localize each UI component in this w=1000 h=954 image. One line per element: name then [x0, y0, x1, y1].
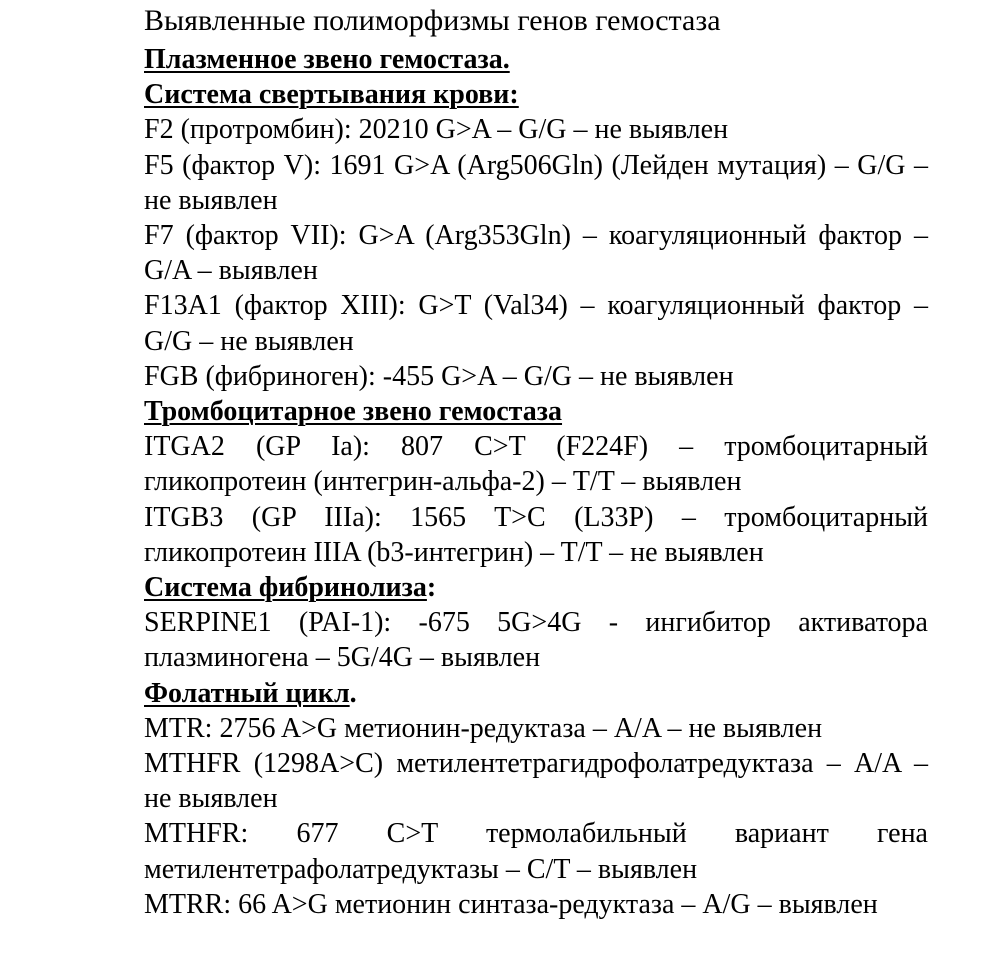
- gene-entry-mthfr-1298: MTHFR (1298A>C) метилентетрагидрофолатредуктаза – A/A – не выявлен: [144, 748, 928, 815]
- document-title: Выявленные полиморфизмы генов гемостаза: [144, 4, 721, 37]
- document-page: [144, 0, 928, 922]
- section-heading-folate-text: Фолатный цикл: [144, 677, 350, 709]
- section-heading-fibrinolysis-text: Система фибринолиза: [144, 572, 427, 604]
- gene-entry-itgb3: ITGB3 (GP IIIa): 1565 T>C (L33P) – тромбоцитарный гликопротеин IIIA (b3-интегрин) – T/T – не выявлен: [144, 501, 928, 568]
- section-heading-plasma-text: Плазменное звено гемостаза.: [144, 44, 510, 75]
- gene-entry-f7: F7 (фактор VII): G>A (Arg353Gln) – коагуляционный фактор – G/A – выявлен: [144, 220, 928, 287]
- gene-entry-f2: F2 (протромбин): 20210 G>A – G/G – не выявлен: [144, 114, 729, 146]
- section-heading-coagulation-text: Система свертывания крови:: [144, 79, 519, 111]
- section-heading-folate-suffix: .: [349, 677, 357, 709]
- section-heading-platelet: [144, 394, 928, 429]
- gene-entry-serpine1: SERPINE1 (PAI-1): -675 5G>4G - ингибитор активатора плазминогена – 5G/4G – выявлен: [144, 607, 928, 674]
- gene-entry-f13a1: F13A1 (фактор XIII): G>T (Val34) – коагуляционный фактор – G/G – не выявлен: [144, 290, 928, 357]
- section-heading-fibrinolysis: [144, 570, 928, 605]
- gene-entry-f5: F5 (фактор V): 1691 G>A (Arg506Gln) (Лейден мутация) – G/G – не выявлен: [144, 149, 928, 216]
- gene-entry-fgb: FGB (фибриноген): -455 G>A – G/G – не выявлен: [144, 360, 734, 392]
- section-heading-plasma: [144, 42, 928, 77]
- gene-entry-mtrr: MTRR: 66 A>G метионин синтаза-редуктаза – A/G – выявлен: [144, 888, 878, 920]
- gene-entry-itga2: ITGA2 (GP Ia): 807 C>T (F224F) – тромбоцитарный гликопротеин (интегрин-альфа-2) – T/T – выявлен: [144, 431, 928, 498]
- gene-entry-mtr: MTR: 2756 A>G метионин-редуктаза – A/A – не выявлен: [144, 712, 823, 744]
- gene-entry-mthfr-677: MTHFR: 677 C>T термолабильный вариант гена метилентетрафолатредуктазы – C/T – выявлен: [144, 818, 928, 885]
- section-heading-coagulation: [144, 77, 928, 112]
- section-heading-folate: [144, 676, 928, 711]
- section-heading-fibrinolysis-suffix: :: [426, 572, 437, 604]
- section-heading-platelet-text: Тромбоцитарное звено гемостаза: [144, 396, 563, 428]
